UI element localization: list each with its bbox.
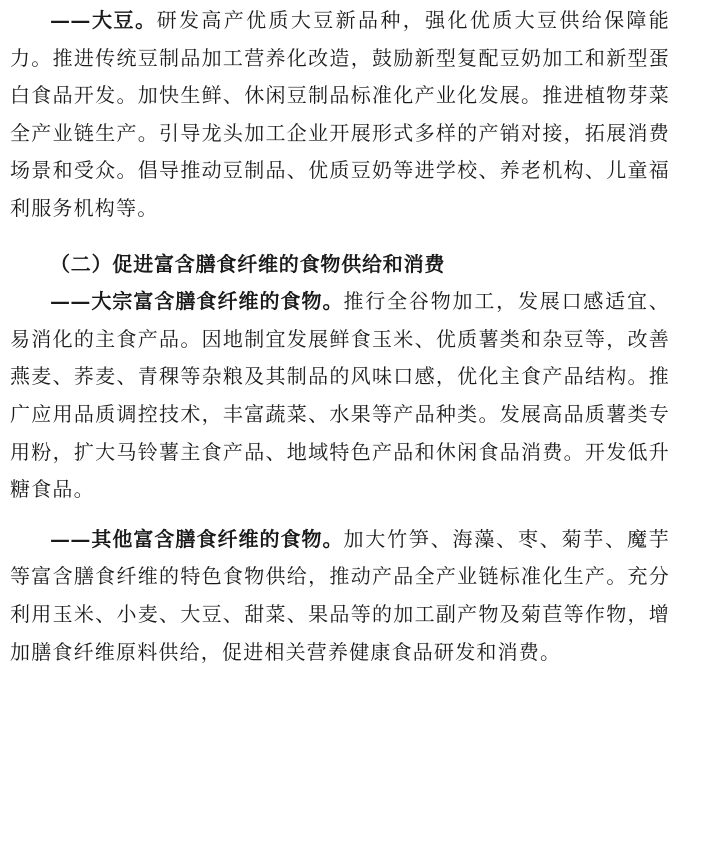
section-heading: （二）促进富含膳食纤维的食物供给和消费 xyxy=(50,251,446,276)
paragraph-lead-soybean: ——大豆。 xyxy=(50,8,157,32)
paragraph-soybean xyxy=(10,2,670,228)
paragraph-body-other-fiber-foods: 加大竹笋、海藻、枣、菊芋、魔芋等富含膳食纤维的特色食物供给，推动产品全产业链标准化生产。充分利用玉米、小麦、大豆、甜菜、果品等的加工副产物及菊苣等作物，增加膳食纤维原料供给，促进相关营养健康食品研发和消费。 xyxy=(10,526,670,664)
paragraph-lead-bulk-fiber-foods: ——大宗富含膳食纤维的食物。 xyxy=(50,289,344,314)
paragraph-body-soybean: 研发高产优质大豆新品种，强化优质大豆供给保障能力。推进传统豆制品加工营养化改造，鼓励新型复配豆奶加工和新型蛋白食品开发。加快生鲜、休闲豆制品标准化产业化发展。推进植物芽菜全产业链生产。引导龙头加工企业开展形式多样的产销对接，拓展消费场景和受众。倡导推动豆制品、优质豆奶等进学校、养老机构、儿童福利服务机构等。 xyxy=(10,8,671,220)
paragraph-other-fiber-foods xyxy=(10,521,670,671)
paragraph-lead-other-fiber-foods: ——其他富含膳食纤维的食物。 xyxy=(50,526,344,551)
paragraph-bulk-fiber-foods xyxy=(10,283,670,509)
paragraph-body-bulk-fiber-foods: 推行全谷物加工，发展口感适宜、易消化的主食产品。因地制宜发展鲜食玉米、优质薯类和杂豆等，改善燕麦、荞麦、青稞等杂粮及其制品的风味口感，优化主食产品结构。推广应用品质调控技术，丰富蔬菜、水果等产品种类。发展高品质薯类专用粉，扩大马铃薯主食产品、地域特色产品和休闲食品消费。开发低升糖食品。 xyxy=(10,289,670,502)
